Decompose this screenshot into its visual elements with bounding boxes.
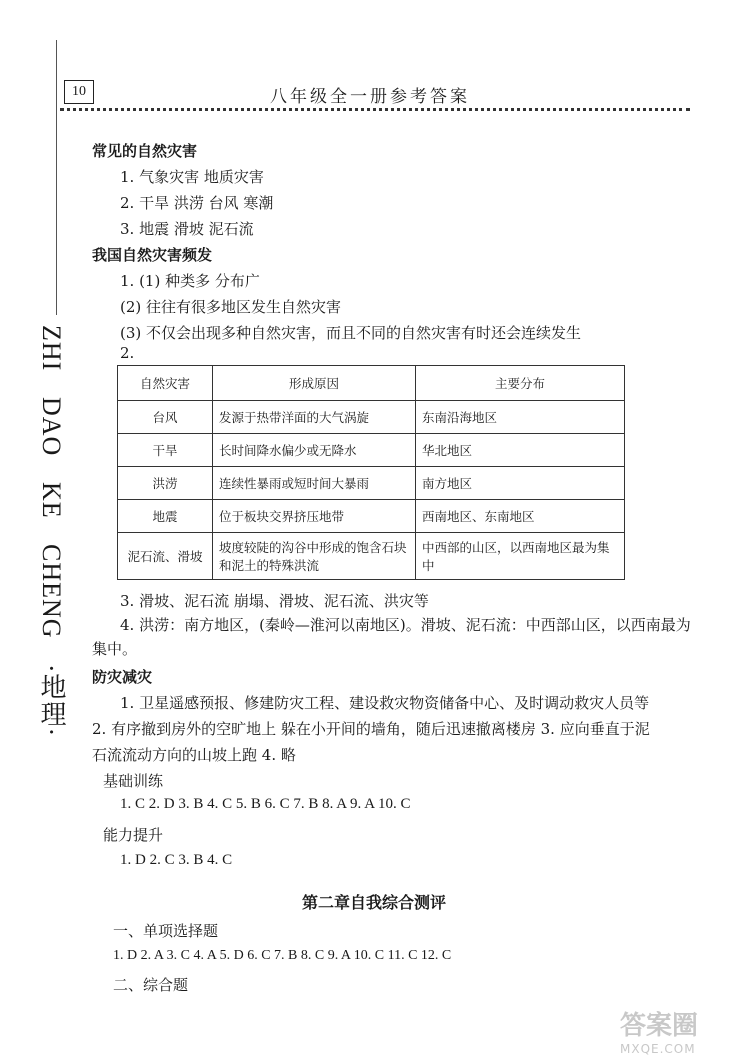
table-header: 形成原因 (213, 366, 416, 401)
side-label (22, 325, 70, 755)
chapter-title: 第二章自我综合测评 (302, 893, 447, 912)
answer-line: 4. 洪涝：南方地区，(秦岭—淮河以南地区)。滑坡、泥石流：中西部山区，以西南最为 (120, 616, 691, 634)
answer-list: 1. D 2. A 3. C 4. A 5. D 6. C 7. B 8. C 9. A 10. C 11. C 12. C (113, 948, 452, 963)
table-cell: 南方地区 (416, 467, 625, 500)
answer-line: 集中。 (92, 640, 138, 658)
table-cell: 台风 (118, 401, 213, 434)
table-cell: 坡度较陡的沟谷中形成的饱含石块和泥土的特殊洪流 (213, 533, 416, 580)
table-cell: 干旱 (118, 434, 213, 467)
answer-line: 2. 干旱 洪涝 台风 寒潮 (120, 194, 274, 212)
table-header: 主要分布 (416, 366, 625, 401)
table-cell: 地震 (118, 500, 213, 533)
section-heading: 能力提升 (103, 826, 164, 844)
table-row (118, 434, 625, 467)
table-row (118, 500, 625, 533)
table-cell: 西南地区、东南地区 (416, 500, 625, 533)
table-cell: 洪涝 (118, 467, 213, 500)
answer-line: 2. (120, 344, 135, 362)
table-cell: 泥石流、滑坡 (118, 533, 213, 580)
answer-line: 3. 地震 滑坡 泥石流 (120, 220, 254, 238)
page-number: 10 (64, 80, 94, 104)
section-heading: 我国自然灾害频发 (92, 246, 213, 264)
part-heading: 二、综合题 (113, 976, 189, 994)
answer-line: 1. 卫星遥感预报、修建防灾工程、建设救灾物资储备中心、及时调动救灾人员等 (120, 694, 650, 712)
table-cell: 长时间降水偏少或无降水 (213, 434, 416, 467)
part-heading: 一、单项选择题 (113, 922, 219, 940)
table-row (118, 401, 625, 434)
section-heading: 基础训练 (103, 772, 164, 790)
answer-line: 3. 滑坡、泥石流 崩塌、滑坡、泥石流、洪灾等 (120, 592, 429, 610)
section-heading: 防灾减灾 (92, 668, 153, 686)
header-divider (60, 108, 690, 111)
watermark-logo (620, 1005, 740, 1055)
side-word: DAO (37, 396, 66, 457)
watermark-url: MXQE.COM (620, 1042, 696, 1056)
header-title: 八年级全一册参考答案 (270, 87, 470, 107)
side-word: ZHI (37, 325, 66, 372)
disaster-table (117, 365, 625, 580)
answer-line: 1. 气象灾害 地质灾害 (120, 168, 264, 186)
table-cell: 位于板块交界挤压地带 (213, 500, 416, 533)
table-row (118, 467, 625, 500)
table-row (118, 533, 625, 580)
side-word: KE (37, 481, 66, 519)
answer-line: (3) 不仅会出现多种自然灾害，而且不同的自然灾害有时还会连续发生 (120, 324, 582, 342)
watermark-logo-text: 答案圈 (620, 1011, 699, 1041)
answer-line: 1. (1) 种类多 分布广 (120, 272, 260, 290)
answer-line: 石流流动方向的山坡上跑 4. 略 (92, 746, 296, 764)
side-word: CHENG (37, 543, 66, 639)
margin-rule (56, 40, 57, 315)
table-header-row (118, 366, 625, 401)
answer-line: (2) 往往有很多地区发生自然灾害 (120, 298, 342, 316)
table-cell: 发源于热带洋面的大气涡旋 (213, 401, 416, 434)
side-word: ·地理· (37, 663, 66, 738)
table-header: 自然灾害 (118, 366, 213, 401)
answer-list: 1. D 2. C 3. B 4. C (120, 852, 233, 868)
section-heading: 常见的自然灾害 (92, 142, 198, 160)
table-cell: 中西部的山区，以西南地区最为集中 (416, 533, 625, 580)
table-cell: 华北地区 (416, 434, 625, 467)
answer-line: 2. 有序撤到房外的空旷地上 躲在小开间的墙角，随后迅速撤离楼房 3. 应向垂直于泥 (92, 720, 650, 738)
answer-list: 1. C 2. D 3. B 4. C 5. B 6. C 7. B 8. A 9. A 10. C (120, 796, 411, 812)
table-cell: 东南沿海地区 (416, 401, 625, 434)
table-cell: 连续性暴雨或短时间大暴雨 (213, 467, 416, 500)
